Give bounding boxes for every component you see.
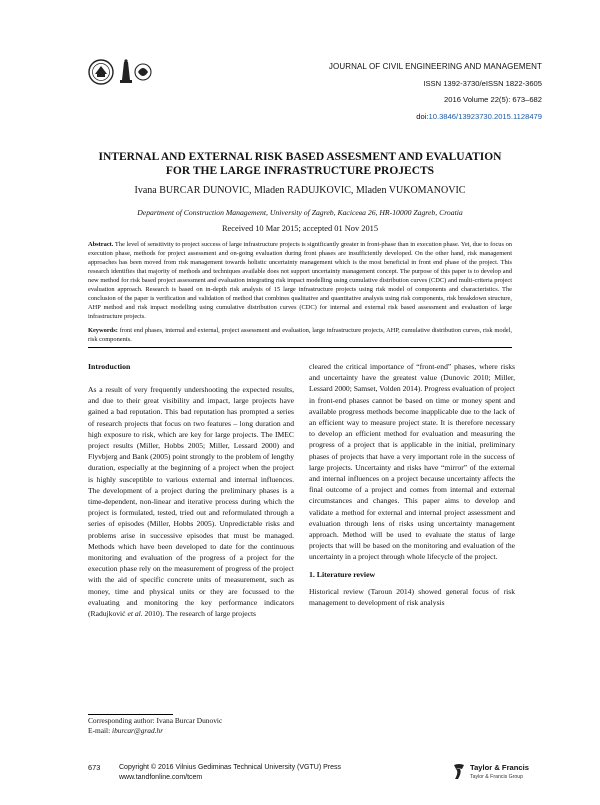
website-link[interactable]: www.tandfonline.com/tcem (119, 774, 203, 781)
vgtu-seal-icon (89, 60, 113, 84)
doi-line (329, 109, 542, 126)
left-column (88, 361, 294, 619)
right-column (309, 361, 515, 608)
abstract-divider (88, 347, 512, 348)
press-emblem-icon (135, 64, 151, 80)
keywords-text: front end phases, internal and external, project assessment and evaluation, large infrastructure projects, AHP, cumulative distribution curves, risk model, risk components. (88, 327, 512, 343)
title-line-1: INTERNAL AND EXTERNAL RISK BASED ASSESMENT AND EVALUATION (98, 151, 502, 163)
authors: Ivana BURCAR DUNOVIC, Mladen RADUJKOVIC, Mladen VUKOMANOVIC (134, 185, 466, 196)
literature-review-paragraph: Historical review (Taroun 2014) showed general focus of risk management to development of risk analysis (309, 586, 515, 607)
copyright-block (119, 763, 341, 783)
issn: ISSN 1392-3730/eISSN 1822-3605 (423, 78, 542, 88)
bell-tower-icon (120, 59, 132, 83)
copyright: Copyright © 2016 Vilnius Gediminas Technical University (VGTU) Press (119, 764, 341, 771)
journal-logos (88, 58, 152, 86)
footnote-divider (88, 714, 173, 715)
journal-name: JOURNAL OF CIVIL ENGINEERING AND MANAGEMENT (328, 62, 542, 71)
intro-text: As a result of very frequently undershooting the expected results, and due to their great visibility and impact, large projects have gained a bad reputation. This bad reputation has prompted a series of research projects that focus on two features – long duration and high exposure to risk, which are key for large projects. The IMEC project results (Miller, Hobbs 2005; Miller, Lessard 2000) and Flyvbjerg and Bank (2005) point strongly to the problem of lengthy duration, especially at the beginning of a project when the project is highly susceptible to various external and internal influences. The development of a project during the preliminary phases is a time-dependent, non-linear and iterative process during which the project is formulated, tested, tried out and reformulated through a series of episodes (Miller, Hobbs 2005). Unpredictable risks and problems arise in successive episodes that must be managed. Methods which have been developed to date for the continuous monitoring and evaluation of the progress of a project for the execution phase rely on the measurement of progress of the project with the aid of specific concrete units of measurement, such as money, time and physical units or they are focussed to the evaluating and monitoring the key performance indicators (Radujković (88, 385, 294, 619)
corresponding-author-name: Corresponding author: Ivana Burcar Dunovic (88, 716, 223, 725)
section-heading-introduction: Introduction (88, 362, 131, 371)
publisher-logo (452, 761, 529, 785)
taylor-francis-icon (452, 763, 466, 781)
introduction-continued: cleared the critical importance of “front-end” phases, where risks and uncertainty have the greatest value (Dunovic 2010; Miller, Lessard 2000; Samset, Volden 2014). Progress evaluation of project in front-end phases cannot be based on time or money spent and available progress methods become inapplicable due to the lack of an efficient way to measure project state. It is therefore necessary to develop an efficient method for evaluation and measuring the progress of a project that is applicable in the initial, preliminary phases of projects that have a very important role in the success of large projects. Uncertainty and risks have “mirror” of the external and internal influences on a project because uncertainty affects the final outcome of a project and comes from internal and external circumstances and changes. This paper aims to develop and validate a method for external and internal project assessment and evaluation through lens of risks using uncertainty management approach. Method will be used to evaluate the status of large projects that will be based on the monitoring and evaluation of the uncertainty in a project through whole lifecycle of the project. (309, 362, 515, 562)
email-label: E-mail: (88, 726, 111, 735)
publisher-group: Taylor & Francis Group (470, 774, 524, 780)
received-dates: Received 10 Mar 2015; accepted 01 Nov 2015 (221, 224, 379, 233)
corresponding-author (88, 716, 222, 736)
email-address[interactable]: iburcar@grad.hr (112, 726, 164, 735)
email-line (88, 726, 222, 736)
article-title (40, 150, 560, 178)
journal-header (329, 59, 542, 125)
doi-link[interactable]: 10.3846/13923730.2015.1128479 (428, 111, 542, 121)
section-heading-literature-review: 1. Literature review (309, 569, 376, 579)
abstract (88, 240, 512, 321)
et-al: et al. (127, 609, 143, 619)
intro-text-end: 2010). The research of large projects (144, 609, 257, 619)
keywords (88, 326, 512, 344)
publisher-name: Taylor & Francis (470, 763, 529, 772)
doi-prefix: doi: (416, 111, 429, 121)
abstract-text: The level of sensitivity to project success of large infrastructure projects is significantly greater in front-phase than in execution phase. Yet, due to focus on execution phase, methods for project assessment and on-going evaluation during front phases are insufficiently developed. On the other hand, risk management approaches has been moved from risk management towards holistic uncertainty management which is the most beneficial in front end phase of the project. This research identifies that majority of methods and techniques available does not support uncertainty management concept. The purpose of this paper is to develop and new method for risk based project assessment and evaluation integrating risk impact modelling using cumulative distribution curves (CDC) and multi-criteria project evaluation approach. Research is based on in-depth risk analysis of 15 large infrastructure projects using risk model of components and characteristics. The conclusion of the paper is verification and validation of method that combines qualitative and quantitative analysis using risk components, risk breakdown structure, AHP method and risk impact modelling using cumulative distribution curves (CDC) for internal and external risk based assessment and evaluation of large infrastructure projects. (88, 241, 513, 321)
introduction-paragraph (88, 384, 294, 619)
volume-info: 2016 Volume 22(5): 673–682 (444, 95, 542, 104)
abstract-label: Abstract. (88, 241, 114, 248)
title-line-2: FOR THE LARGE INFRASTRUCTURE PROJECTS (165, 165, 435, 177)
page-number: 673 (88, 763, 101, 772)
keywords-label: Keywords: (88, 327, 118, 334)
affiliation: Department of Construction Management, University of Zagreb, Kacicева 26, HR-10000 Zagreb, Croatia (137, 208, 463, 217)
